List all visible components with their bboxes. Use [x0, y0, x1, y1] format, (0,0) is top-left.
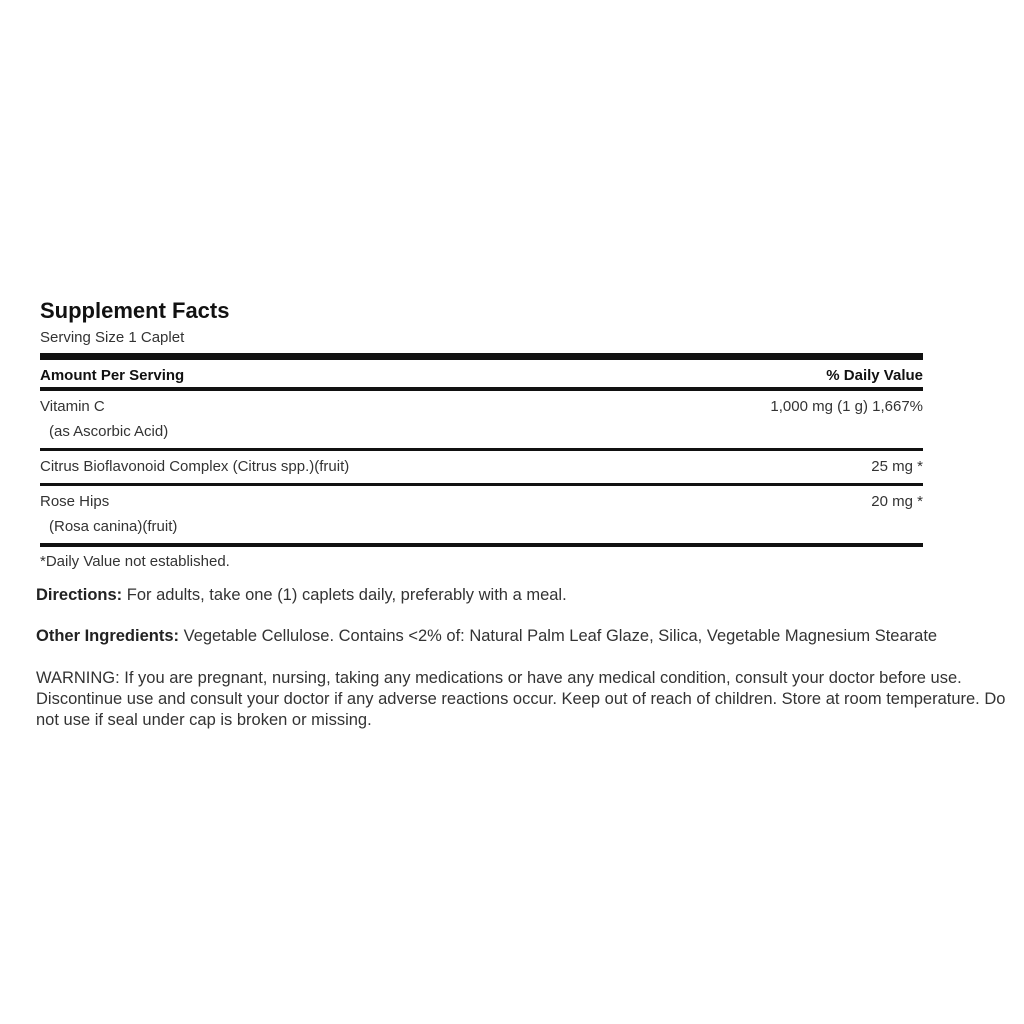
facts-header-row	[40, 360, 923, 387]
nutrient-amount: 1,000 mg (1 g) 1,667%	[770, 398, 923, 415]
warning-paragraph: WARNING: If you are pregnant, nursing, taking any medications or have any medical condition, consult your doctor before use. Discontinue use and consult your doctor if any adverse reactions occur. Keep out of reach of children. Store at room temperature. Do not use if seal under cap is broken or missing.	[36, 669, 1006, 729]
nutrient-row-citrus-bioflavonoid	[40, 451, 923, 483]
other-ingredients-label: Other Ingredients:	[36, 627, 180, 645]
nutrient-amount: 20 mg *	[871, 493, 923, 510]
directions-text: For adults, take one (1) caplets daily, preferably with a meal.	[122, 586, 567, 604]
nutrient-source: (as Ascorbic Acid)	[49, 423, 169, 440]
nutrient-amount: 25 mg *	[871, 458, 923, 475]
divider-medium	[40, 543, 923, 547]
nutrient-name: Vitamin C	[40, 398, 105, 415]
nutrient-row-rose-hips	[40, 486, 923, 543]
nutrient-source: (Rosa canina)(fruit)	[49, 518, 178, 535]
other-ingredients-paragraph	[36, 626, 1016, 647]
daily-value-footnote: *Daily Value not established.	[40, 553, 230, 570]
amount-per-serving-label: Amount Per Serving	[40, 366, 185, 384]
directions-label: Directions:	[36, 586, 123, 604]
divider-thick	[40, 353, 923, 360]
nutrient-row-vitamin-c	[40, 391, 923, 448]
directions-paragraph	[36, 585, 1016, 606]
serving-size: Serving Size 1 Caplet	[40, 329, 185, 346]
other-ingredients-text: Vegetable Cellulose. Contains <2% of: Natural Palm Leaf Glaze, Silica, Vegetable Magnesium Stearate	[179, 627, 938, 645]
facts-title: Supplement Facts	[40, 298, 230, 323]
daily-value-label: % Daily Value	[826, 366, 923, 384]
nutrient-name: Rose Hips	[40, 493, 110, 510]
nutrient-name: Citrus Bioflavonoid Complex (Citrus spp.)(fruit)	[40, 458, 350, 475]
supplement-facts-panel	[40, 298, 923, 571]
